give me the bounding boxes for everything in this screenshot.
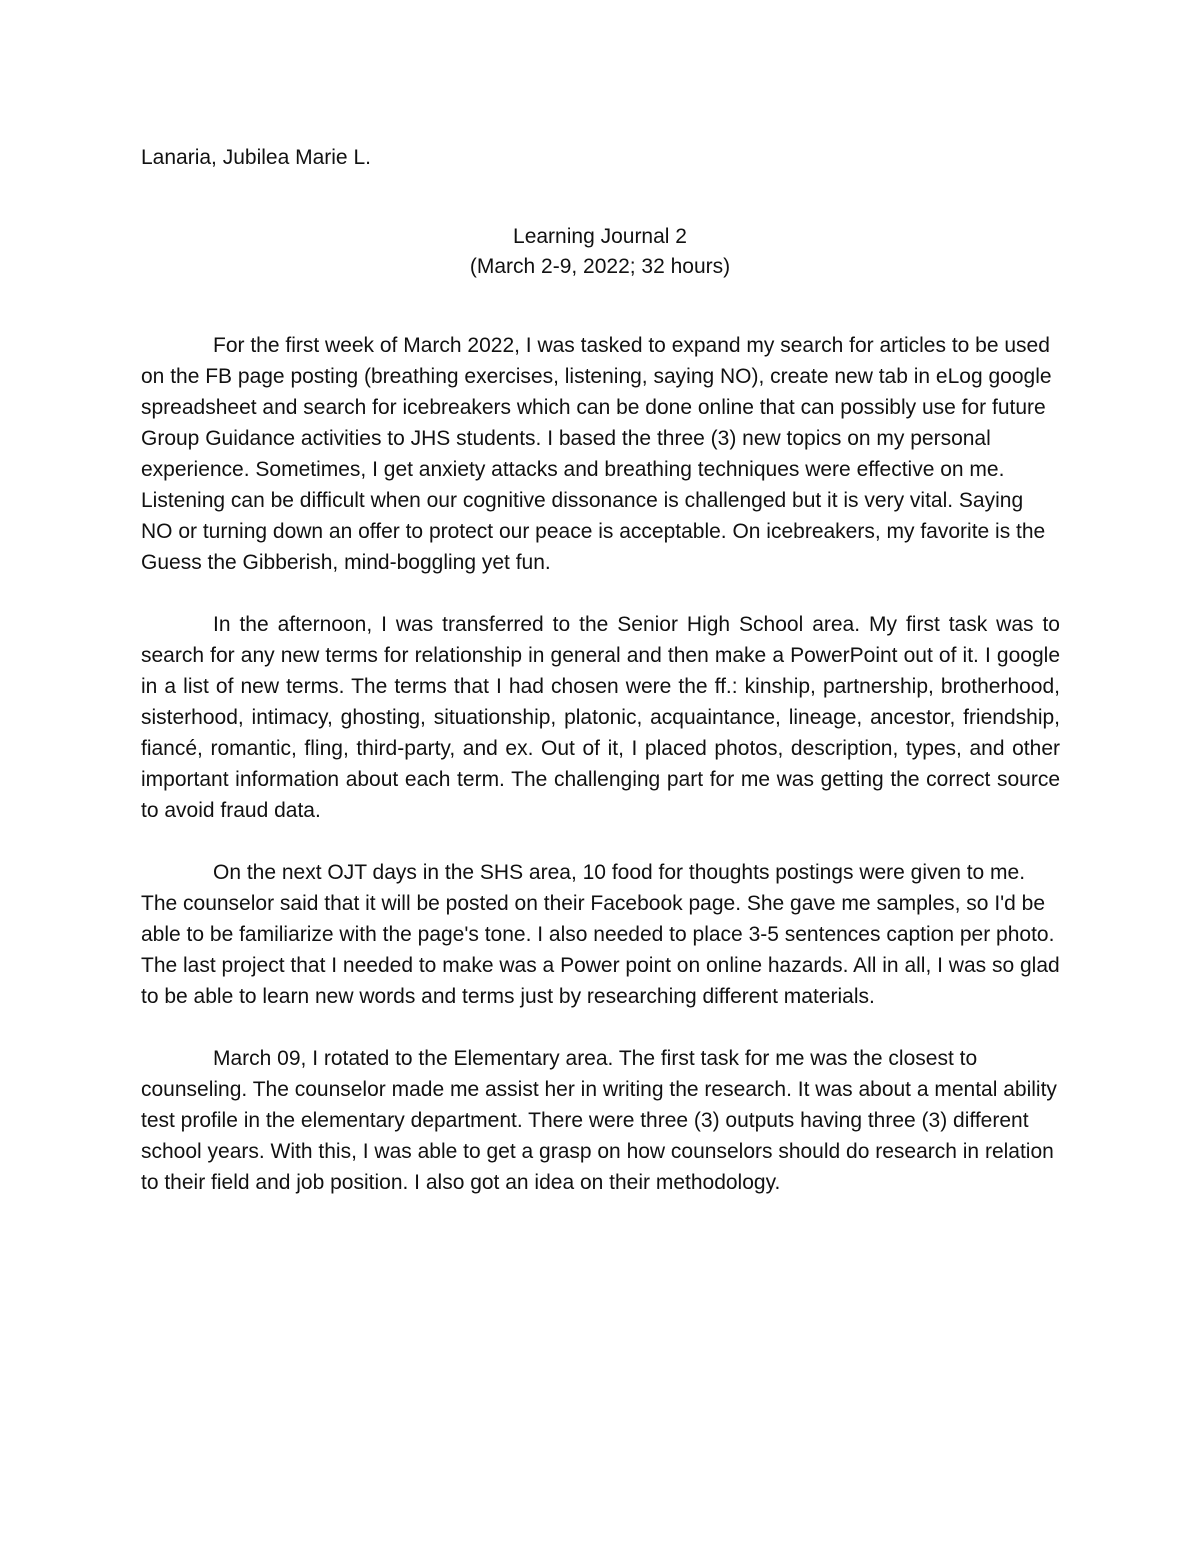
paragraph-elementary: March 09, I rotated to the Elementary area. The first task for me was the closest to counseling. The counselor made me assist her in writing the research. It was about a mental ability test profile in the elementary department. There were three (3) outputs having three (3) different school years. With this, I was able to get a grasp on how counselors should do research in relation to their field and job position. I also got an idea on their methodology. (141, 1047, 1057, 1194)
document-title: Learning Journal 2 (513, 225, 687, 248)
author-name: Lanaria, Jubilea Marie L. (141, 146, 371, 169)
paragraph-first-week: For the first week of March 2022, I was tasked to expand my search for articles to be used on the FB page posting (breathing exercises, listening, saying NO), create new tab in eLog google spreadsheet and search for icebreakers which can be done online that can possibly use for future Group Guidance activities to JHS students. I based the three (3) new topics on my personal experience. Sometimes, I get anxiety attacks and breathing techniques were effective on me. Listening can be difficult when our cognitive dissonance is challenged but it is very vital. Saying NO or turning down an offer to protect our peace is acceptable. On icebreakers, my favorite is the Guess the Gibberish, mind-boggling yet fun. (141, 334, 1052, 574)
document-body (141, 330, 1060, 1229)
document-heading (0, 222, 1200, 282)
document-subtitle: (March 2-9, 2022; 32 hours) (469, 255, 731, 278)
paragraph-senior-high: In the afternoon, I was transferred to the Senior High School area. My first task was to search for any new terms for relationship in general and then make a PowerPoint out of it. I google in a list of new terms. The terms that I had chosen were the ff.: kinship, partnership, brotherhood, sisterhood, intimacy, ghosting, situationship, platonic, acquaintance, lineage, ancestor, friendship, fiancé, romantic, fling, third-party, and ex. Out of it, I placed photos, description, types, and other important information about each term. The challenging part for me was getting the correct source to avoid fraud data. (141, 613, 1060, 822)
paragraph-ojt-days: On the next OJT days in the SHS area, 10 food for thoughts postings were given to me. The counselor said that it will be posted on their Facebook page. She gave me samples, so I'd be able to be familiarize with the page's tone. I also needed to place 3-5 sentences caption per photo. The last project that I needed to make was a Power point on online hazards. All in all, I was so glad to be able to learn new words and terms just by researching different materials. (141, 861, 1060, 1008)
